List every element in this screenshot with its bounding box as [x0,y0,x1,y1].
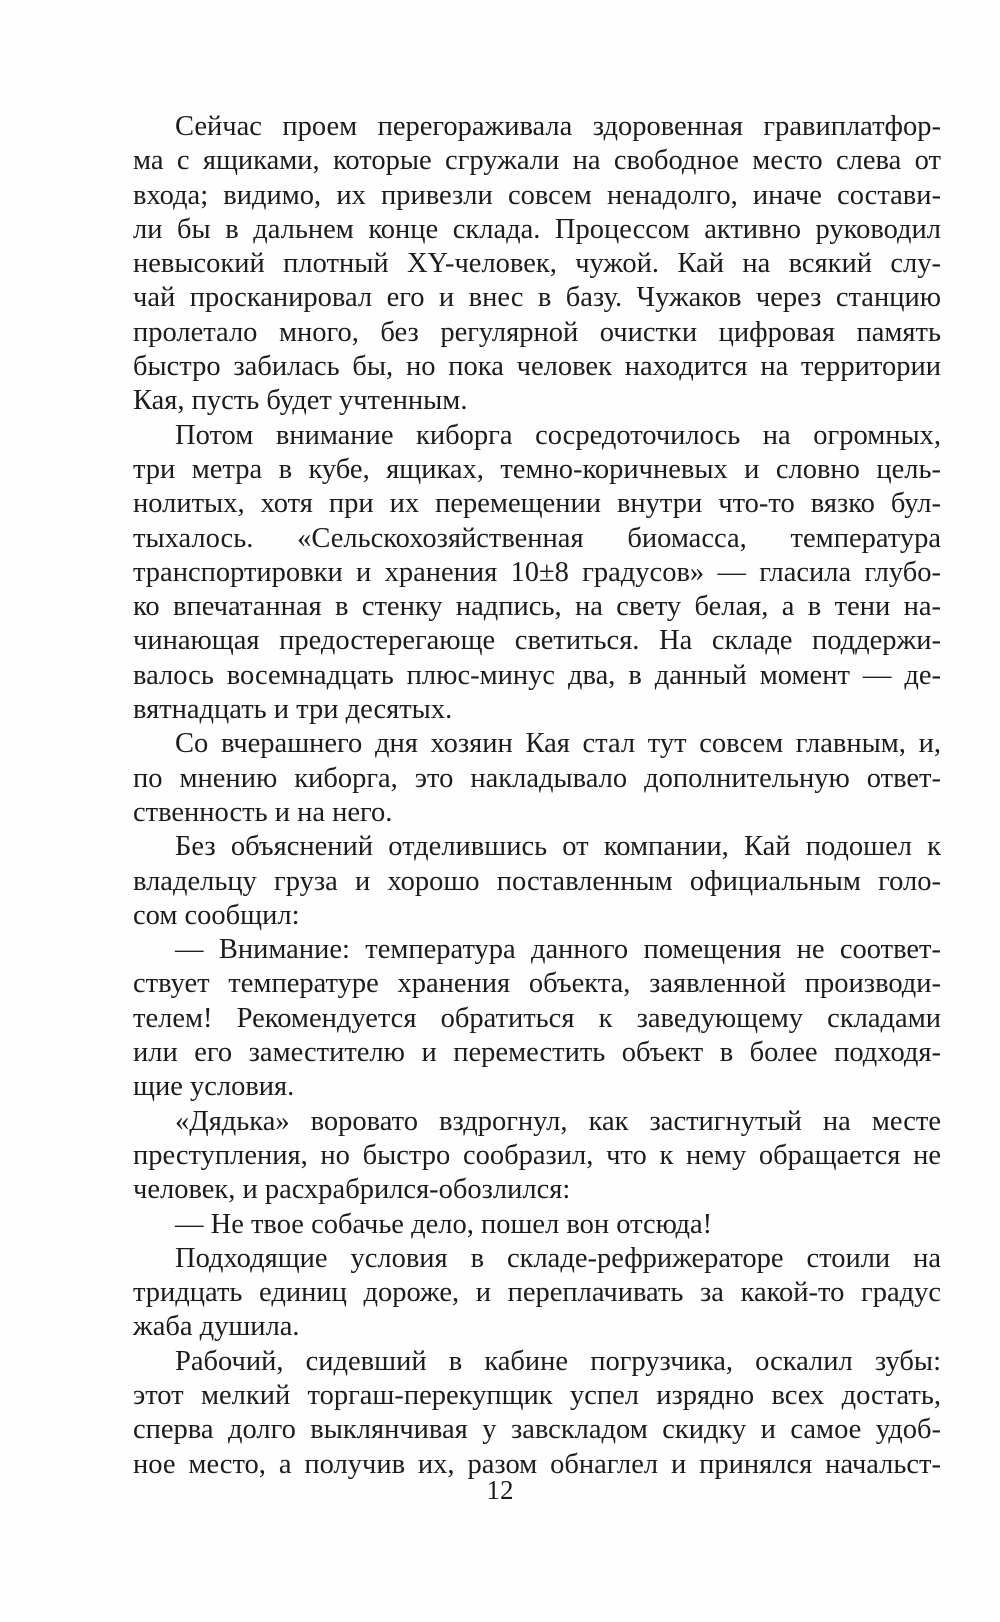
text-line: или его заместителю и переместить объект в более подходя- [133,1037,941,1069]
text-line: чай просканировал его и внес в базу. Чужаков через станцию [133,282,941,314]
text-line: сом сообщил: [133,899,300,931]
text-line: жаба душила. [133,1311,300,1343]
page-number: 12 [486,1475,514,1505]
text-line: три метра в кубе, ящиках, темно-коричневых и словно цель- [133,453,941,485]
text-line: чинающая предостерегающе светиться. На складе поддержи- [133,625,941,657]
text-line: щие условия. [133,1071,295,1103]
text-line: входа; видимо, их привезли совсем ненадолго, иначе состави- [133,179,941,211]
body-text [133,110,941,1482]
text-line: валось восемнадцать плюс-минус два, в данный момент — де- [133,659,941,691]
text-line: тыхалось. «Сельскохозяйственная биомасса, температура [133,522,941,554]
text-line: ствует температуре хранения объекта, заявленной производи- [133,968,941,1000]
text-line: ственность и на него. [133,796,393,828]
text-line: сперва долго выклянчивая у завскладом скидку и самое удоб- [133,1414,941,1446]
text-line: тридцать единиц дороже, и переплачивать за какой-то градус [133,1277,941,1309]
text-line: Сейчас проем перегораживала здоровенная гравиплатфор- [175,111,941,142]
text-line: ли бы в дальнем конце склада. Процессом активно руководил [133,213,941,245]
text-line: ко впечатанная в стенку надпись, на свету белая, а в тени на- [133,591,941,623]
text-line: владельцу груза и хорошо поставленным официальным голо- [133,865,941,897]
text-line: телем! Рекомендуется обратиться к заведующему складами [133,1002,941,1034]
text-line: Кая, пусть будет учтенным. [133,385,468,417]
text-line: — Внимание: температура данного помещения не соответ- [175,934,941,966]
text-line: транспортировки и хранения 10±8 градусов» — гласила глубо- [133,556,941,588]
text-line: вятнадцать и три десятых. [133,694,453,726]
text-line: Потом внимание киборга сосредоточилось на огромных, [175,419,941,451]
text-line: — Не твое собачье дело, пошел вон отсюда! [175,1208,713,1240]
text-line: ное место, а получив их, разом обнаглел и принялся начальст- [133,1448,941,1480]
text-line: преступления, но быстро сообразил, что к нему обращается не [133,1139,941,1171]
text-line: нолитых, хотя при их перемещении внутри что-то вязко бул- [133,488,941,520]
text-line: «Дядька» воровато вздрогнул, как застигнутый на месте [175,1105,941,1137]
text-line: Подходящие условия в складе-рефрижераторе стоили на [175,1242,941,1274]
text-line: этот мелкий торгаш-перекупщик успел изрядно всех достать, [133,1379,941,1411]
text-line: по мнению киборга, это накладывало дополнительную ответ- [133,762,941,794]
text-line: Со вчерашнего дня хозяин Кая стал тут совсем главным, и, [175,728,941,760]
text-line: человек, и расхрабрился-обозлился: [133,1174,571,1206]
text-line: ма с ящиками, которые сгружали на свободное место слева от [133,145,941,177]
text-line: быстро забилась бы, но пока человек находится на территории [133,351,941,383]
text-line: невысокий плотный XY-человек, чужой. Кай на всякий слу- [133,248,941,280]
text-line: Без объяснений отделившись от компании, Кай подошел к [175,831,941,863]
text-line: пролетало много, без регулярной очистки цифровая память [133,316,941,348]
text-line: Рабочий, сидевший в кабине погрузчика, оскалил зубы: [175,1345,941,1377]
